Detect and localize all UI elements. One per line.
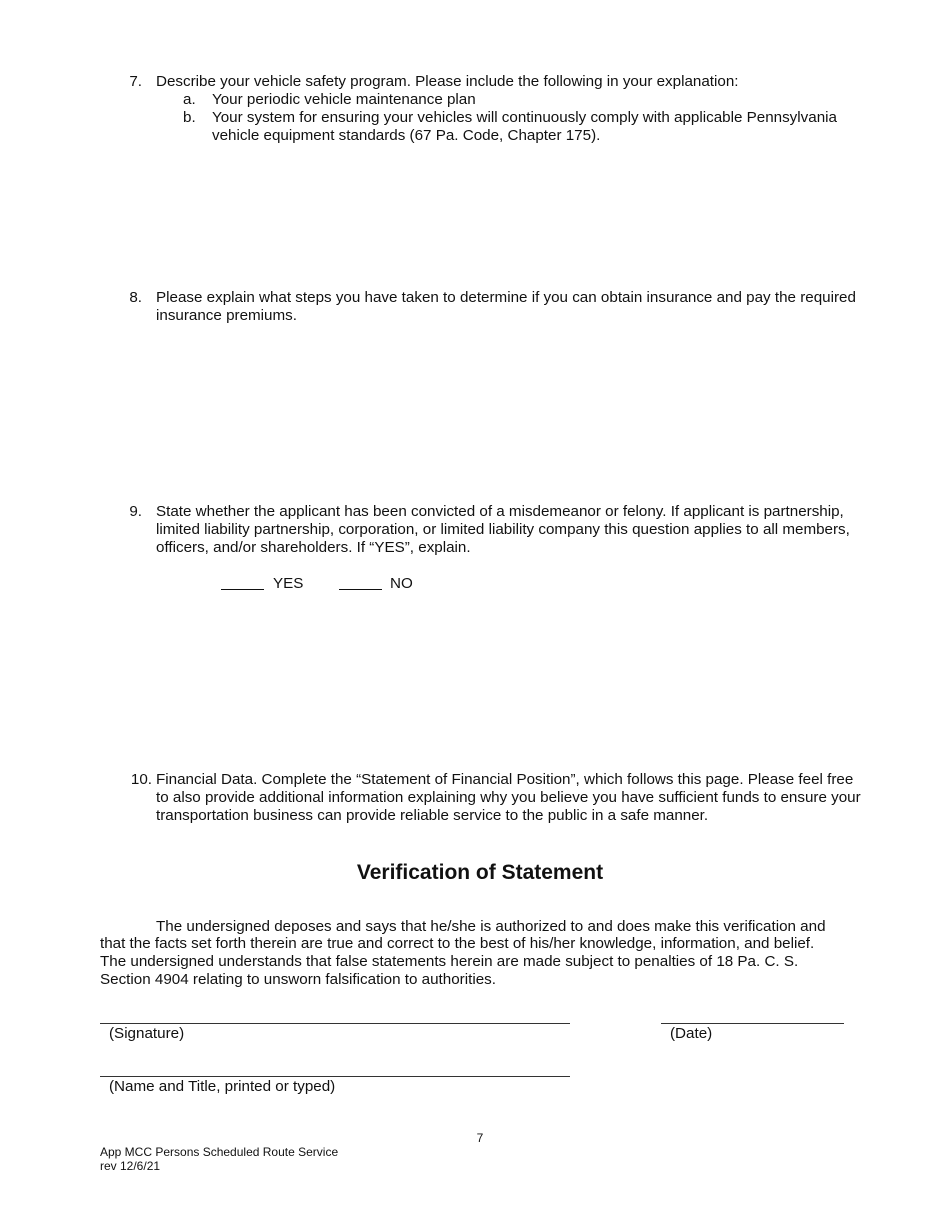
question-text: State whether the applicant has been convicted of a misdemeanor or felony. If applicant is partnership, limited liability partnership, corporation, or limited liability company this question applies to all members, officers, and/or shareholders. If “YES”, explain. [156, 503, 850, 556]
no-blank[interactable] [339, 589, 382, 590]
date-line[interactable] [661, 1023, 844, 1024]
question-number: 9. [129, 503, 142, 520]
question-number: 8. [129, 289, 142, 306]
verification-line: The undersigned understands that false statements herein are made subject to penalties of 18 Pa. C. S. [100, 953, 799, 970]
yes-label: YES [273, 575, 304, 592]
form-name: App MCC Persons Scheduled Route Service [100, 1145, 339, 1159]
question-number: 7. [129, 73, 142, 90]
signature-label: (Signature) [109, 1025, 185, 1042]
date-label: (Date) [670, 1025, 713, 1042]
item-label: b. [183, 109, 196, 126]
item-text: Your periodic vehicle maintenance plan [212, 91, 476, 108]
question-text: Please explain what steps you have taken to determine if you can obtain insurance and pay the required insurance premiums. [156, 289, 856, 324]
no-label: NO [390, 575, 413, 592]
question-text: Describe your vehicle safety program. Please include the following in your explanation: [156, 73, 739, 90]
revision-date: rev 12/6/21 [100, 1159, 161, 1173]
verification-line: Section 4904 relating to unsworn falsification to authorities. [100, 971, 496, 988]
item-text: Your system for ensuring your vehicles will continuously comply with applicable Pennsylvania vehicle equipment standards (67 Pa. Code, Chapter 175). [212, 109, 837, 144]
question-number: 10. [130, 771, 152, 788]
question-text: Financial Data. Complete the “Statement of Financial Position”, which follows this page. Please feel free to also provide additional information explaining why you believe you have sufficient funds to ensure your transportation business can provide reliable service to the public in a safe manner. [156, 771, 861, 824]
verification-heading: Verification of Statement [356, 861, 604, 884]
signature-line[interactable] [100, 1023, 570, 1024]
yes-blank[interactable] [221, 589, 264, 590]
verification-line: that the facts set forth therein are true and correct to the best of his/her knowledge, information, and belief. [100, 935, 815, 952]
page-number: 7 [476, 1131, 484, 1145]
name-title-label: (Name and Title, printed or typed) [109, 1078, 336, 1095]
item-label: a. [183, 91, 196, 108]
name-title-line[interactable] [100, 1076, 570, 1077]
verification-line: The undersigned deposes and says that he/she is authorized to and does make this verification and [156, 918, 826, 935]
